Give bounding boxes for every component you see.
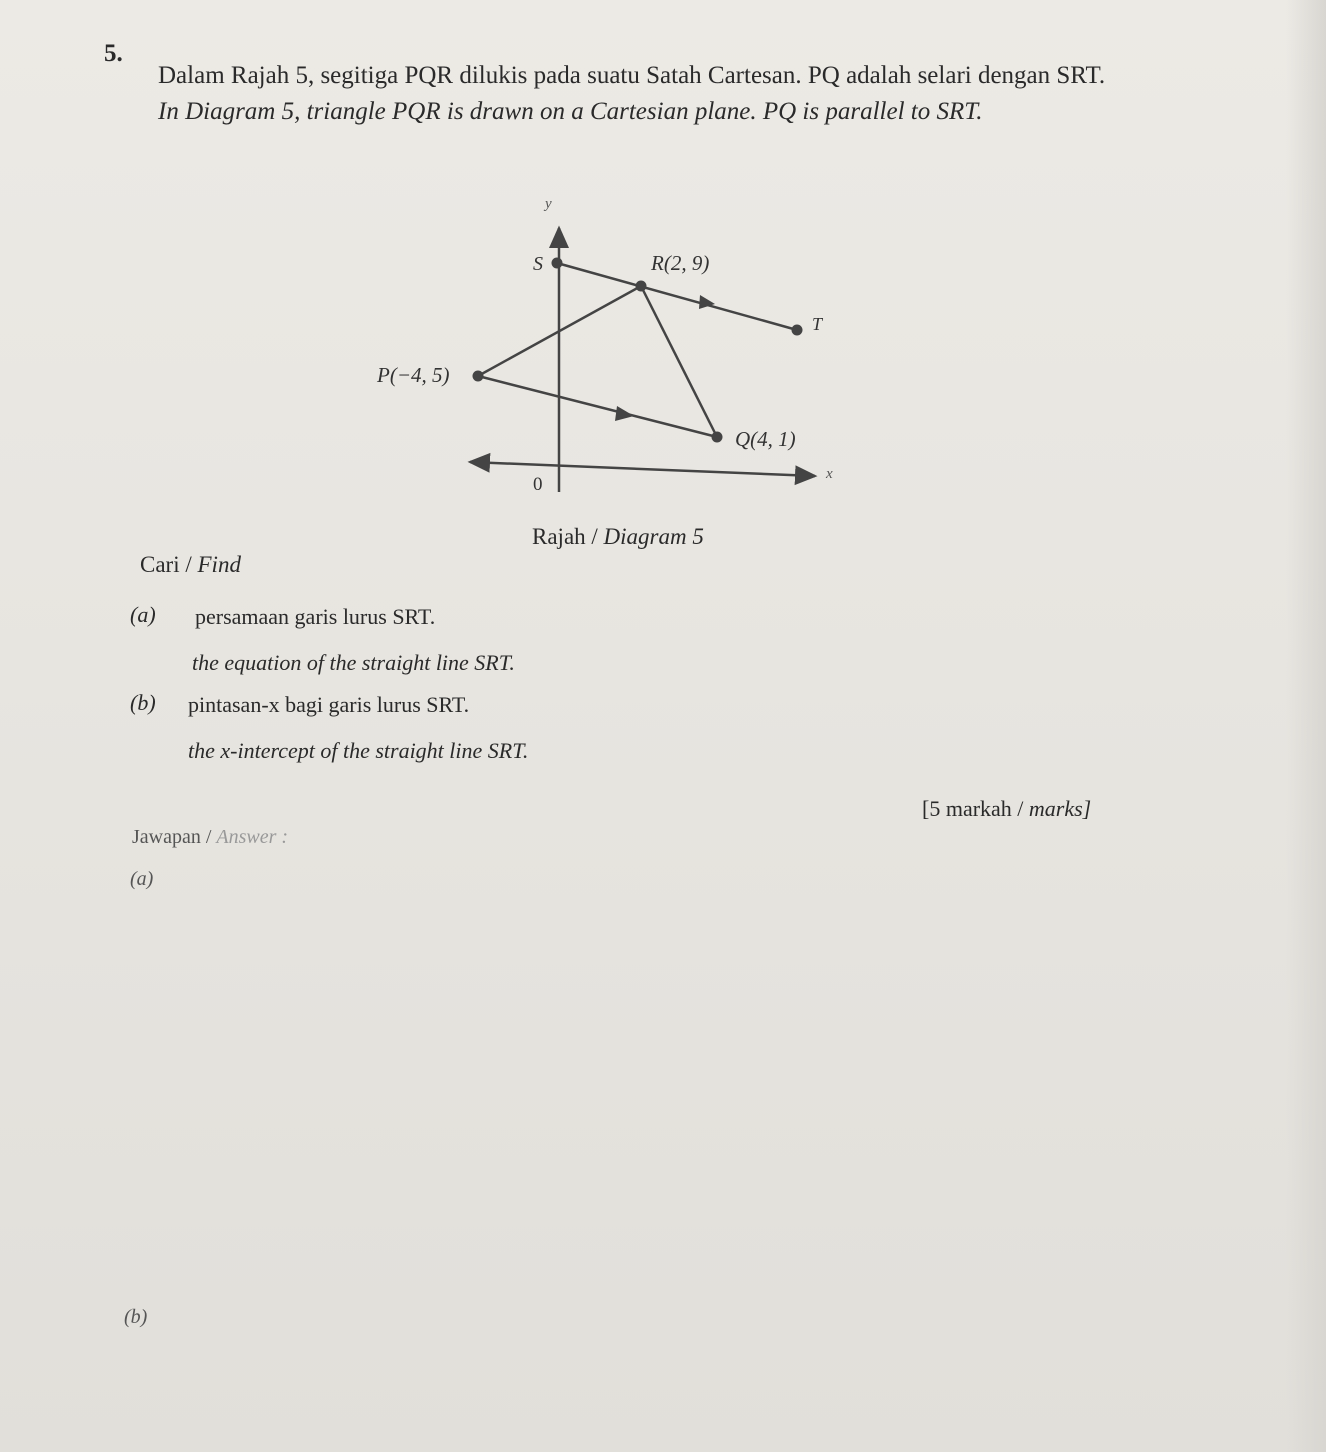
part-a-text-english: the equation of the straight line SRT. (192, 650, 515, 675)
label-r: R(2, 9) (651, 251, 710, 275)
part-a-text-malay: persamaan garis lurus SRT. (195, 604, 436, 629)
caption-english: Diagram 5 (603, 524, 704, 549)
label-t: T (812, 314, 823, 334)
x-axis-label: x (826, 466, 833, 482)
answer-english: Answer : (216, 826, 289, 848)
question-number: 5. (104, 40, 123, 67)
point-p (473, 371, 484, 382)
find-malay: Cari / (140, 552, 192, 577)
label-q: Q(4, 1) (735, 427, 796, 451)
part-b-label: (b) (130, 690, 156, 715)
side-rq (641, 286, 717, 437)
question-text-english: In Diagram 5, triangle PQR is drawn on a Cartesian plane. PQ is parallel to SRT. (158, 98, 983, 125)
answer-malay: Jawapan / (132, 826, 212, 848)
origin-label: 0 (533, 474, 543, 495)
caption-malay: Rajah / (532, 524, 598, 549)
part-b-text-english: the x-intercept of the straight line SRT. (188, 738, 529, 763)
answer-space-b-label: (b) (124, 1306, 148, 1328)
marks-english: marks] (1028, 796, 1092, 821)
point-s (552, 258, 563, 269)
part-b-text-malay: pintasan-x bagi garis lurus SRT. (188, 692, 470, 717)
point-t (792, 325, 803, 336)
label-p: P(−4, 5) (377, 363, 450, 387)
part-a-label: (a) (130, 602, 156, 627)
point-r (636, 281, 647, 292)
marks-allocation (922, 796, 1091, 822)
x-axis (470, 462, 815, 476)
marks-malay: [5 markah / (922, 796, 1024, 821)
y-axis-label: y (545, 196, 552, 212)
label-s: S (533, 253, 543, 275)
diagram-caption (532, 524, 704, 550)
answer-space-a-label: (a) (130, 868, 154, 890)
find-english: Find (197, 552, 241, 577)
find-instruction (140, 552, 241, 578)
point-q (712, 432, 723, 443)
answer-heading (132, 826, 288, 849)
question-text-malay: Dalam Rajah 5, segitiga PQR dilukis pada suatu Satah Cartesan. PQ adalah selari dengan SRT. (158, 62, 1106, 89)
side-pq (478, 376, 717, 437)
parallel-arrow-pq (615, 406, 634, 421)
